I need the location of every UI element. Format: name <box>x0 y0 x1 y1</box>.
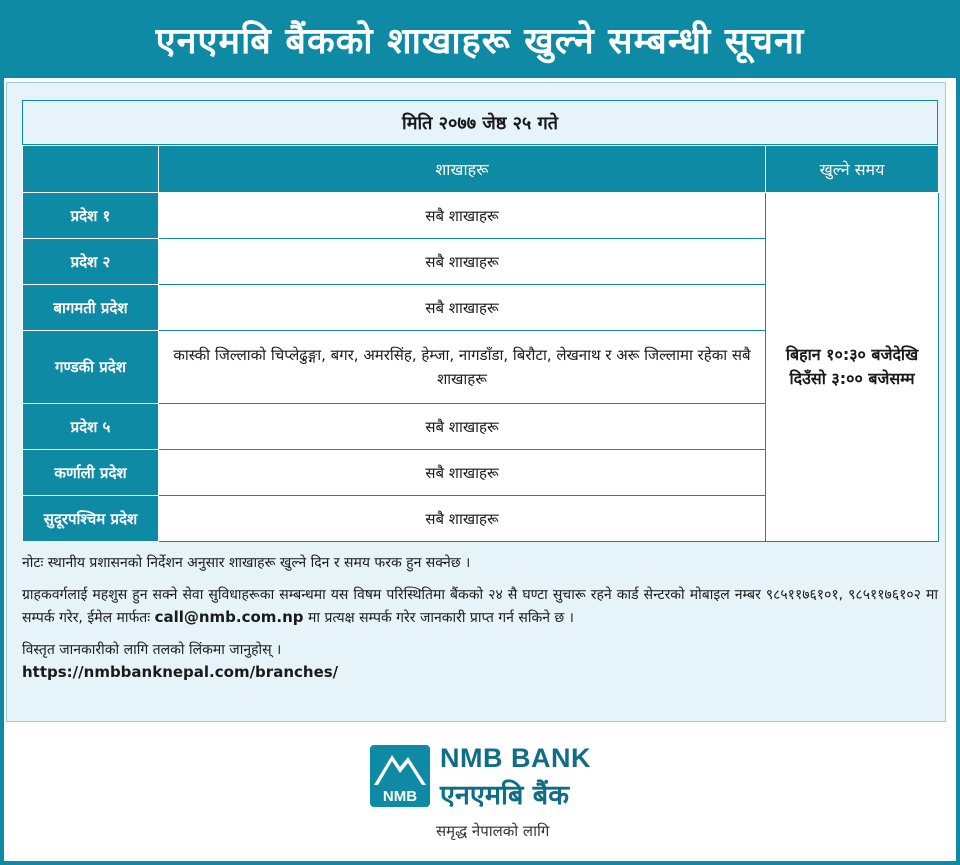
branches-cell: सबै शाखाहरू <box>159 239 766 285</box>
logo-name-english: NMB BANK <box>440 743 591 773</box>
branches-cell: सबै शाखाहरू <box>159 193 766 239</box>
opening-time-end: दिउँसो ३:०० बजेसम्म <box>789 369 915 388</box>
branches-cell: सबै शाखाहरू <box>159 285 766 331</box>
logo-mark-text: NMB <box>382 788 418 805</box>
province-cell: प्रदेश २ <box>23 239 159 285</box>
date-line: मिति २०७७ जेष्ठ २५ गते <box>22 100 938 145</box>
opening-time-start: बिहान १०:३० बजेदेखि <box>785 345 919 364</box>
province-cell: प्रदेश १ <box>23 193 159 239</box>
header-empty-cell <box>23 146 159 193</box>
logo-name-nepali: एनएमबि बैंक <box>440 780 569 811</box>
notes-section <box>22 552 938 693</box>
mountain-logo-icon <box>370 745 430 807</box>
note-contact <box>22 584 938 629</box>
province-cell: प्रदेश ५ <box>23 404 159 450</box>
note-contact-text-end: मा प्रत्यक्ष सम्पर्क गरेर जानकारी प्राप्त गर्न सकिने छ । <box>308 610 574 626</box>
opening-time-cell <box>766 193 939 542</box>
branches-link[interactable]: https://nmbbanknepal.com/branches/ <box>22 663 339 681</box>
notice-title: एनएमबि बैंकको शाखाहरू खुल्ने सम्बन्धी सूचना <box>155 20 805 62</box>
header-opening-time: खुल्ने समय <box>766 146 939 193</box>
note-local-admin: नोटः स्थानीय प्रशासनको निर्देशन अनुसार शाखाहरू खुल्ने दिन र समय फरक हुन सक्नेछ । <box>22 555 471 571</box>
branches-cell: सबै शाखाहरू <box>159 404 766 450</box>
province-cell: सुदूरपश्चिम प्रदेश <box>23 496 159 542</box>
branch-schedule-table <box>22 145 939 542</box>
province-cell: बागमती प्रदेश <box>23 285 159 331</box>
table-header-row <box>23 146 939 193</box>
note-contact-text: ग्राहकवर्गलाई महशुस हुन सक्ने सेवा सुविधाहरूका सम्बन्धमा यस विषम परिस्थितिमा बैंकको २४ सै घण्टा सुचारू रहने कार्ड सेन्टरको मोबाइल नम्बर ९८५११७६१०१, ९८५११७६१०२ मा सम्पर्क गरेर, ईमेल मार्फतः <box>22 587 938 626</box>
table-row <box>23 193 939 239</box>
note-more-info: विस्तृत जानकारीको लागि तलको लिंकमा जानुहोस् । <box>22 642 282 658</box>
province-cell: गण्डकी प्रदेश <box>23 331 159 404</box>
branches-cell: सबै शाखाहरू <box>159 496 766 542</box>
branches-cell: कास्की जिल्लाको चिप्लेढुङ्गा, बगर, अमरसिंह, हेम्जा, नागडाँडा, बिरौटा, लेखनाथ र अरू जिल्लामा रहेका सबै शाखाहरू <box>159 331 766 404</box>
branches-cell: सबै शाखाहरू <box>159 450 766 496</box>
contact-email-link[interactable]: call@nmb.com.np <box>154 608 304 626</box>
header-branches: शाखाहरू <box>159 146 766 193</box>
province-cell: कर्णाली प्रदेश <box>23 450 159 496</box>
bank-logo <box>370 745 600 845</box>
notice-header <box>0 0 960 78</box>
logo-tagline: समृद्ध नेपालको लागि <box>436 822 550 840</box>
